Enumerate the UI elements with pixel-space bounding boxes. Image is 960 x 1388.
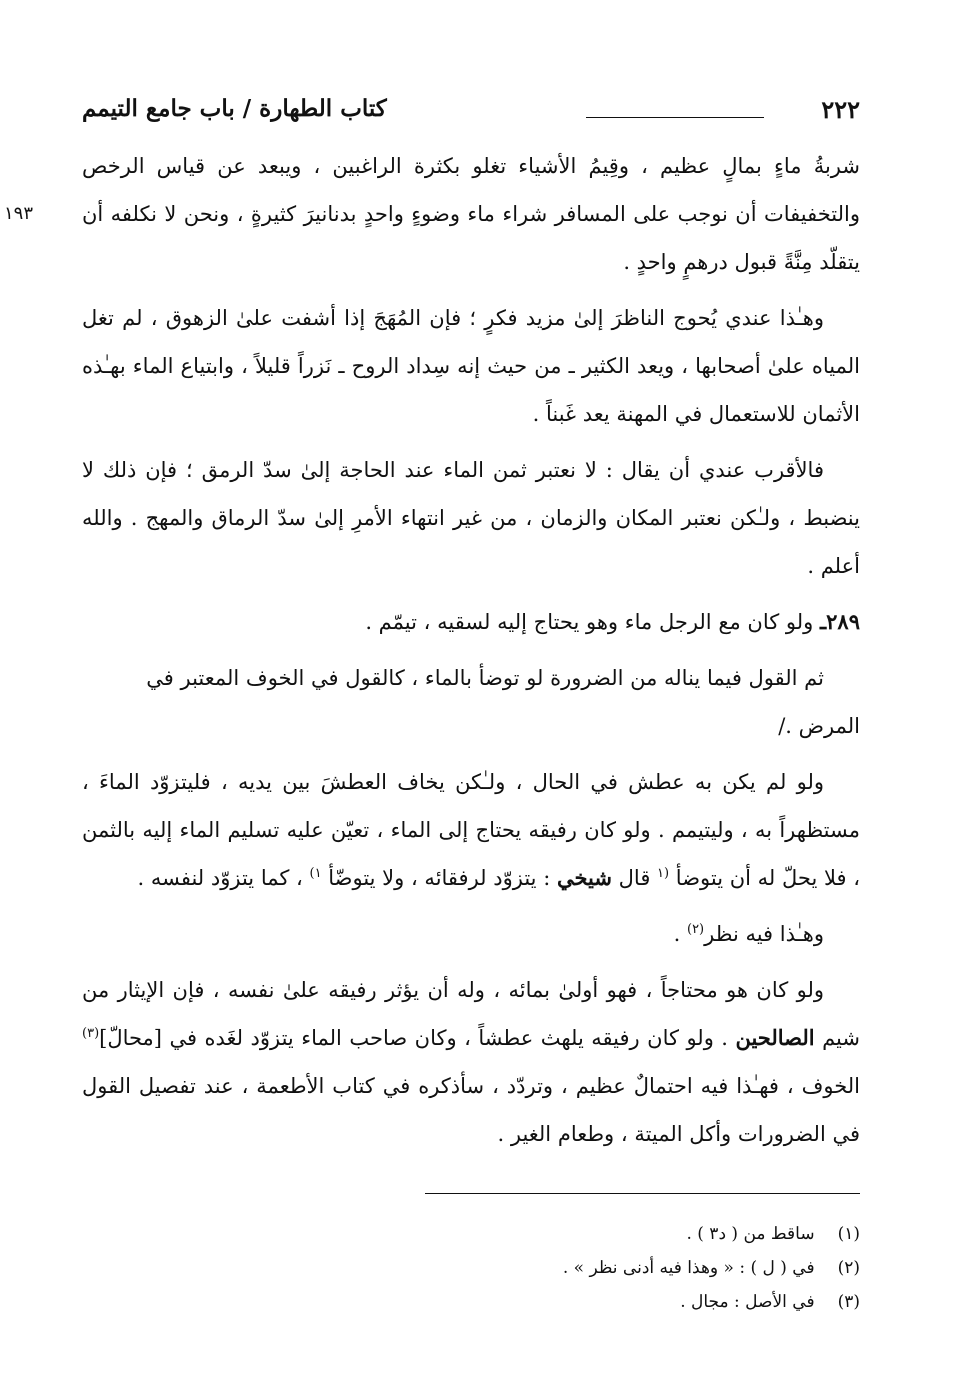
footnote-text: ساقط من ( د٣ ) . <box>686 1224 815 1244</box>
paragraph-text: وهـٰذا فيه نظر <box>704 922 824 946</box>
paragraph-text: وهـٰذا عندي يُحوج الناظرَ إلىٰ مزيد فكرٍ ؛ فإن المُهَجَ إذا أشفت علىٰ الزهوق ، لم تغل المياه علىٰ أصحابها ، ويعد الكثير ـ من حيث إنه سِداد الروح ـ نَزراً قليلاً ، وابتياع الماء بهـٰذه الأثمان للاستعمال في المهنة يعد غَبناً . <box>82 306 860 426</box>
paragraph-7 <box>82 910 860 958</box>
running-header <box>82 95 860 129</box>
paragraph-3 <box>82 446 860 590</box>
paragraph-text-a: ولو لم يكن به عطش في الحال ، ولـٰكن يخاف العطشَ بين يديه ، فليتزوّد الماءَ ، مستظهراً به ، وليتيمم . ولو كان رفيقه يحتاج إلى الماء ، تعيّن عليه تسليم الماء إليه بالثمن ، فلا يحلّ له أن يتوضأ <box>82 770 860 890</box>
paragraph-6 <box>82 758 860 902</box>
footnote-text: في الأصل : مجال . <box>680 1292 815 1312</box>
paragraph-text-c: الخوف ، فهـٰذا فيه احتمالٌ عظيم ، وتردّد ، سأذكره في كتاب الأطعمة ، عند تفصيل القول في الضرورات وأكل الميتة ، وطعام الغير . <box>82 1074 860 1146</box>
footnote-number: (٢) <box>837 1258 860 1278</box>
paragraph-bold-term: الصالحين <box>735 1025 815 1050</box>
paragraph-text-line2: المرض ./ <box>778 714 860 738</box>
footnote-mark-3: (٣) <box>82 1026 100 1041</box>
issue-number: ٢٨٩ـ <box>820 609 860 634</box>
issue-289 <box>82 598 860 646</box>
footnote-separator <box>425 1193 860 1194</box>
paragraph-text-b: قال <box>618 866 651 890</box>
footnote-text: في ( ل ) : « وهذا فيه أدنى نظر » . <box>562 1258 815 1278</box>
paragraph-text-a: ولو كان هو محتاجاً ، فهو أولىٰ بمائه ، وله أن يؤثر رفيقه علىٰ نفسه ، فإن الإيثار من شيم <box>82 978 860 1050</box>
paragraph-8 <box>82 966 860 1158</box>
paragraph-text-c: : يتزوّد لرفقائه ، ولا يتوضّأ <box>328 866 551 890</box>
page-number: ٢٢٢ <box>821 95 860 124</box>
footnotes <box>82 1217 860 1319</box>
paragraph-text: شربةُ ماءٍ بمالٍ عظيم ، وقِيمُ الأشياء تغلو بكثرة الراغبين ، ويبعد عن قياس الرخص والتخفيفات أن نوجب على المسافر شراء ماء وضوءٍ واحدٍ بدنانيرَ كثيرةٍ ، ونحن لا نكلفه أن يتقلّد مِنَّةً قبول درهمٍ واحدٍ . <box>82 154 860 274</box>
paragraph-text-line2-wrap <box>778 714 860 738</box>
issue-text: ولو كان مع الرجل ماء وهو يحتاج إليه لسقيه ، تيمّم . <box>365 610 814 634</box>
manuscript-folio-ref: ١٩٣ <box>4 203 34 224</box>
footnote-mark-1-open: (١ <box>657 866 670 881</box>
paragraph-bold-term: شيخي <box>556 865 612 890</box>
paragraph-1 <box>82 142 860 286</box>
paragraph-text-b: . ولو كان رفيقه يلهث عطشاً ، وكان صاحب الماء يتزوّد لغَده في [محالّ] <box>99 1026 728 1050</box>
paragraph-text: فالأقرب عندي أن يقال : لا نعتبر ثمن الماء عند الحاجة إلىٰ سدّ الرمق ؛ فإن ذلك لا ينضبط ، ولـٰكن نعتبر المكان والزمان ، من غير انتهاء الأمرِ إلىٰ سدّ الرماق والمهج . والله أعلم . <box>82 458 860 578</box>
paragraph-text-line1: ثم القول فيما يناله من الضرورة لو توضأ بالماء ، كالقول في الخوف المعتبر في <box>146 666 824 690</box>
footnote-mark-1-close: ١) <box>309 866 322 881</box>
paragraph-end: . <box>673 922 681 946</box>
footnote-3 <box>82 1285 860 1319</box>
main-text <box>4 142 860 1166</box>
footnote-2 <box>82 1251 860 1285</box>
chapter-title: كتاب الطهارة / باب جامع التيمم <box>82 95 387 122</box>
header-rule <box>586 117 764 118</box>
footnote-mark-2: (٢) <box>686 922 705 937</box>
paragraph-text-d: ، كما يتزوّد لنفسه . <box>137 866 303 890</box>
footnote-number: (١) <box>837 1224 860 1244</box>
footnote-1 <box>82 1217 860 1251</box>
paragraph-2 <box>82 294 860 438</box>
footnote-number: (٣) <box>837 1292 860 1312</box>
